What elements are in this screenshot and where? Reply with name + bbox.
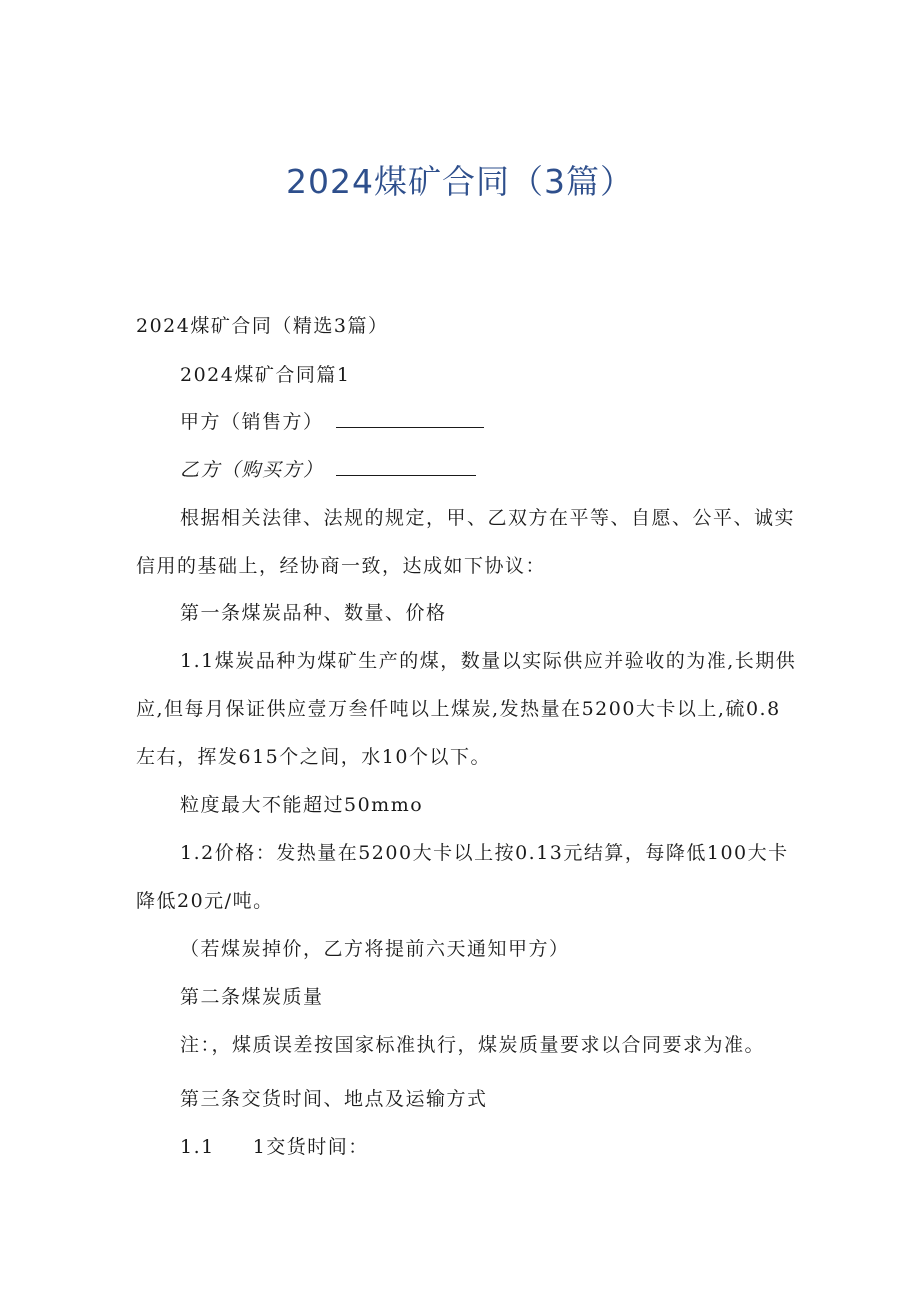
document-title: 2024煤矿合同（3篇） <box>286 162 634 201</box>
clause-1-2-line1: 1.2价格：发热量在5200大卡以上按0.13元结算，每降低100大卡 <box>180 842 789 864</box>
clause-3-line <box>180 1134 369 1160</box>
granularity-line: 粒度最大不能超过50mmo <box>180 794 424 816</box>
party-a-line <box>180 409 484 435</box>
section-heading: 2024煤矿合同篇1 <box>180 364 351 386</box>
article3-title: 第三条交货时间、地点及运输方式 <box>180 1088 488 1110</box>
clause-1-2-line2: 降低20元/吨。 <box>136 890 274 912</box>
clause-1-1-line2: 应,但每月保证供应壹万叁仟吨以上煤炭,发热量在5200大卡以上,硫0.8 <box>136 698 781 720</box>
intro-paragraph-line1: 根据相关法律、法规的规定，甲、乙双方在平等、自愿、公平、诚实 <box>180 507 796 529</box>
clause-3-number: 1.1 <box>180 1136 215 1158</box>
clause-1-1-line1: 1.1煤炭品种为煤矿生产的煤，数量以实际供应并验收的为准,长期供 <box>180 650 797 672</box>
party-b-line <box>180 457 476 483</box>
quality-note: 注：，煤质误差按国家标准执行，煤炭质量要求以合同要求为准。 <box>180 1034 766 1056</box>
party-a-label: 甲方（销售方） <box>180 411 324 433</box>
intro-paragraph-line2: 信用的基础上，经协商一致，达成如下协议： <box>136 555 547 577</box>
party-b-label: 乙方（购买方） <box>180 459 324 481</box>
party-a-blank <box>336 409 484 428</box>
article2-title: 第二条煤炭质量 <box>180 986 324 1008</box>
article1-title: 第一条煤炭品种、数量、价格 <box>180 602 447 624</box>
clause-3-text: 1交货时间： <box>252 1136 369 1158</box>
document-subtitle: 2024煤矿合同（精选3篇） <box>136 315 389 337</box>
clause-1-1-line3: 左右，挥发615个之间，水10个以下。 <box>136 746 491 768</box>
party-b-blank <box>336 457 476 476</box>
price-note: （若煤炭掉价，乙方将提前六天通知甲方） <box>180 938 570 960</box>
